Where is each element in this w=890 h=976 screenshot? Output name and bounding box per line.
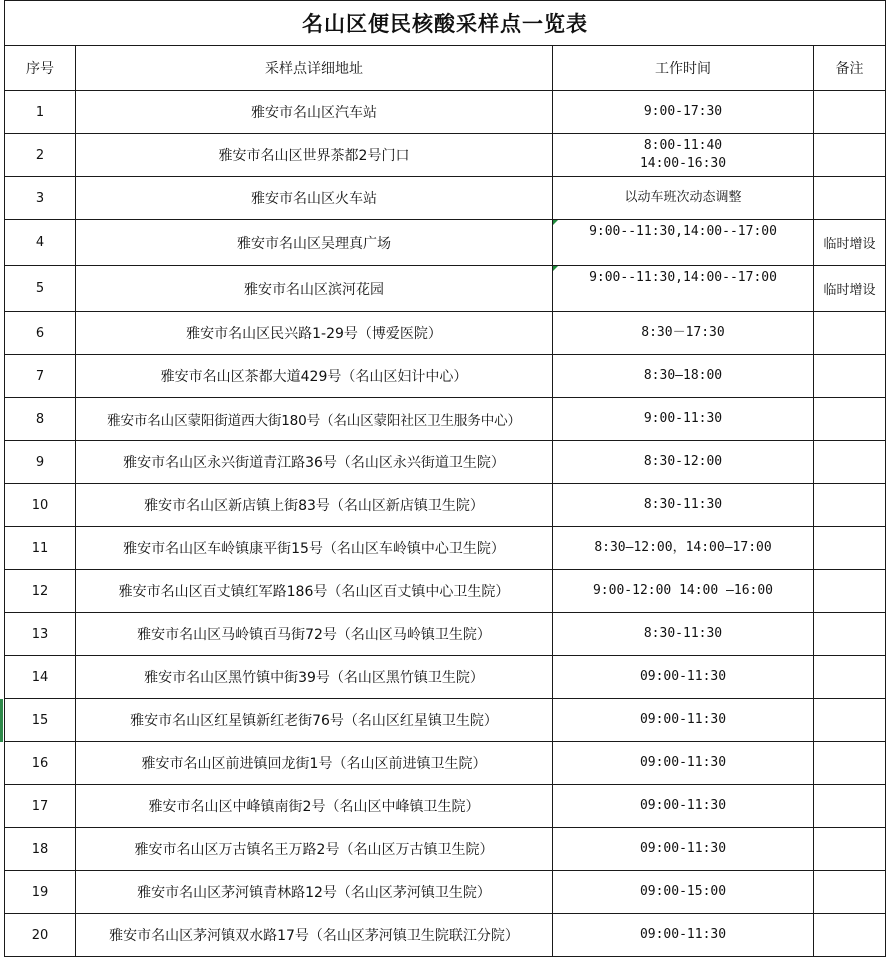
cell-note[interactable]	[814, 355, 886, 398]
table-row	[5, 656, 886, 699]
hours-line: 09:00-11:30	[639, 927, 727, 942]
cell-hours[interactable]	[553, 656, 814, 699]
cell-no[interactable]: 17	[5, 785, 76, 828]
cell-address[interactable]: 雅安市名山区车岭镇康平街15号（名山区车岭镇中心卫生院）	[76, 527, 553, 570]
table-row	[5, 828, 886, 871]
cell-no[interactable]: 20	[5, 914, 76, 957]
table-row	[5, 699, 886, 742]
cell-note[interactable]	[814, 699, 886, 742]
table-row	[5, 355, 886, 398]
cell-no[interactable]: 9	[5, 441, 76, 484]
cell-no[interactable]: 1	[5, 91, 76, 134]
hours-line: 9:00-11:30	[643, 411, 723, 426]
table-row	[5, 484, 886, 527]
cell-address[interactable]: 雅安市名山区茶都大道429号（名山区妇计中心）	[76, 355, 553, 398]
header-note[interactable]: 备注	[814, 46, 886, 91]
hours-line: 09:00-15:00	[639, 884, 727, 899]
hours-line: 8:30—12:00，14:00—17:00	[594, 540, 772, 555]
cell-no[interactable]: 19	[5, 871, 76, 914]
cell-hours[interactable]	[553, 914, 814, 957]
cell-no[interactable]: 5	[5, 266, 76, 312]
cell-note[interactable]	[814, 134, 886, 177]
table-row	[5, 266, 886, 312]
hours-line: 9:00-12:00 14:00 —16:00	[592, 583, 773, 598]
table-row	[5, 570, 886, 613]
cell-address[interactable]: 雅安市名山区蒙阳街道西大街180号（名山区蒙阳社区卫生服务中心）	[76, 398, 553, 441]
cell-hours[interactable]	[553, 266, 814, 312]
cell-hours[interactable]	[553, 699, 814, 742]
comment-indicator-icon	[553, 220, 558, 225]
cell-no[interactable]: 4	[5, 220, 76, 266]
cell-note[interactable]: 临时增设	[814, 220, 886, 266]
cell-hours[interactable]	[553, 220, 814, 266]
cell-note[interactable]: 临时增设	[814, 266, 886, 312]
cell-hours[interactable]	[553, 312, 814, 355]
cell-address[interactable]: 雅安市名山区新店镇上街83号（名山区新店镇卫生院）	[76, 484, 553, 527]
cell-address[interactable]: 雅安市名山区前进镇回龙街1号（名山区前进镇卫生院）	[76, 742, 553, 785]
table-row	[5, 134, 886, 177]
hours-line: 以动车班次动态调整	[624, 190, 742, 205]
hours-line: 09:00-11:30	[639, 755, 727, 770]
cell-note[interactable]	[814, 312, 886, 355]
cell-no[interactable]: 7	[5, 355, 76, 398]
cell-hours[interactable]	[553, 355, 814, 398]
hours-line: 9:00--11:30,14:00--17:00	[589, 224, 777, 239]
cell-note[interactable]	[814, 527, 886, 570]
cell-address[interactable]: 雅安市名山区红星镇新红老街76号（名山区红星镇卫生院）	[76, 699, 553, 742]
table-row	[5, 613, 886, 656]
cell-address[interactable]: 雅安市名山区吴理真广场	[76, 220, 553, 266]
cell-no[interactable]: 10	[5, 484, 76, 527]
hours-line: 09:00-11:30	[639, 669, 727, 684]
cell-hours[interactable]	[553, 785, 814, 828]
cell-note[interactable]	[814, 656, 886, 699]
cell-hours[interactable]	[553, 441, 814, 484]
cell-hours[interactable]	[553, 828, 814, 871]
cell-address[interactable]: 雅安市名山区汽车站	[76, 91, 553, 134]
hours-line: 09:00-11:30	[639, 798, 727, 813]
cell-note[interactable]	[814, 828, 886, 871]
table-title[interactable]: 名山区便民核酸采样点一览表	[5, 1, 886, 46]
cell-note[interactable]	[814, 177, 886, 220]
table-row	[5, 312, 886, 355]
hours-line: 9:00--11:30,14:00--17:00	[589, 270, 777, 285]
cell-no[interactable]: 16	[5, 742, 76, 785]
table-row	[5, 914, 886, 957]
cell-no[interactable]: 18	[5, 828, 76, 871]
header-no[interactable]: 序号	[5, 46, 76, 91]
hours-line: 09:00-11:30	[639, 712, 727, 727]
table-row	[5, 742, 886, 785]
cell-address[interactable]: 雅安市名山区百丈镇红军路186号（名山区百丈镇中心卫生院）	[76, 570, 553, 613]
table-row	[5, 527, 886, 570]
cell-hours[interactable]	[553, 134, 814, 177]
cell-note[interactable]	[814, 742, 886, 785]
cell-hours[interactable]	[553, 527, 814, 570]
header-hours[interactable]: 工作时间	[553, 46, 814, 91]
cell-hours[interactable]	[553, 177, 814, 220]
cell-no[interactable]: 3	[5, 177, 76, 220]
hours-line: 8:30—18:00	[643, 368, 723, 383]
cell-address[interactable]: 雅安市名山区火车站	[76, 177, 553, 220]
cell-hours[interactable]	[553, 742, 814, 785]
hours-line: 8:30－17:30	[641, 325, 725, 340]
cell-no[interactable]: 6	[5, 312, 76, 355]
cell-hours[interactable]	[553, 613, 814, 656]
table-row	[5, 177, 886, 220]
hours-line: 8:30-11:30	[643, 497, 723, 512]
cell-hours[interactable]	[553, 871, 814, 914]
cell-address[interactable]: 雅安市名山区万古镇名王万路2号（名山区万古镇卫生院）	[76, 828, 553, 871]
cell-hours[interactable]	[553, 570, 814, 613]
sampling-sites-table	[4, 0, 886, 957]
cell-address[interactable]: 雅安市名山区滨河花园	[76, 266, 553, 312]
cell-note[interactable]	[814, 441, 886, 484]
cell-hours[interactable]	[553, 398, 814, 441]
header-address[interactable]: 采样点详细地址	[76, 46, 553, 91]
hours-line: 14:00-16:30	[639, 156, 727, 171]
cell-address[interactable]: 雅安市名山区茅河镇双水路17号（名山区茅河镇卫生院联江分院）	[76, 914, 553, 957]
hours-line: 8:30-12:00	[643, 454, 723, 469]
cell-no[interactable]: 11	[5, 527, 76, 570]
hours-line: 8:00-11:40	[643, 138, 723, 153]
table-row	[5, 441, 886, 484]
cell-note[interactable]	[814, 871, 886, 914]
cell-no[interactable]: 15	[5, 699, 76, 742]
cell-address[interactable]: 雅安市名山区永兴街道青江路36号（名山区永兴街道卫生院）	[76, 441, 553, 484]
cell-no[interactable]: 2	[5, 134, 76, 177]
cell-note[interactable]	[814, 785, 886, 828]
cell-address[interactable]: 雅安市名山区马岭镇百马街72号（名山区马岭镇卫生院）	[76, 613, 553, 656]
cell-address[interactable]: 雅安市名山区世界茶都2号门口	[76, 134, 553, 177]
cell-note[interactable]	[814, 484, 886, 527]
cell-hours[interactable]	[553, 91, 814, 134]
cell-note[interactable]	[814, 398, 886, 441]
cell-note[interactable]	[814, 914, 886, 957]
table-row	[5, 220, 886, 266]
hours-line: 09:00-11:30	[639, 841, 727, 856]
cell-hours[interactable]	[553, 484, 814, 527]
cell-address[interactable]: 雅安市名山区民兴路1-29号（博爱医院）	[76, 312, 553, 355]
table-row	[5, 785, 886, 828]
hours-line: 8:30-11:30	[643, 626, 723, 641]
comment-indicator-icon	[553, 266, 558, 271]
cell-note[interactable]	[814, 613, 886, 656]
header-row	[5, 46, 886, 91]
table-row	[5, 871, 886, 914]
cell-note[interactable]	[814, 570, 886, 613]
cell-no[interactable]: 13	[5, 613, 76, 656]
table-row	[5, 91, 886, 134]
hours-line: 9:00-17:30	[643, 104, 723, 119]
cell-address[interactable]: 雅安市名山区黑竹镇中街39号（名山区黑竹镇卫生院）	[76, 656, 553, 699]
cell-no[interactable]: 12	[5, 570, 76, 613]
table-row	[5, 398, 886, 441]
cell-address[interactable]: 雅安市名山区茅河镇青林路12号（名山区茅河镇卫生院）	[76, 871, 553, 914]
cell-no[interactable]: 14	[5, 656, 76, 699]
table-body	[5, 91, 886, 957]
cell-note[interactable]	[814, 91, 886, 134]
row-15-selection-marker	[0, 699, 3, 742]
cell-no[interactable]: 8	[5, 398, 76, 441]
cell-address[interactable]: 雅安市名山区中峰镇南街2号（名山区中峰镇卫生院）	[76, 785, 553, 828]
